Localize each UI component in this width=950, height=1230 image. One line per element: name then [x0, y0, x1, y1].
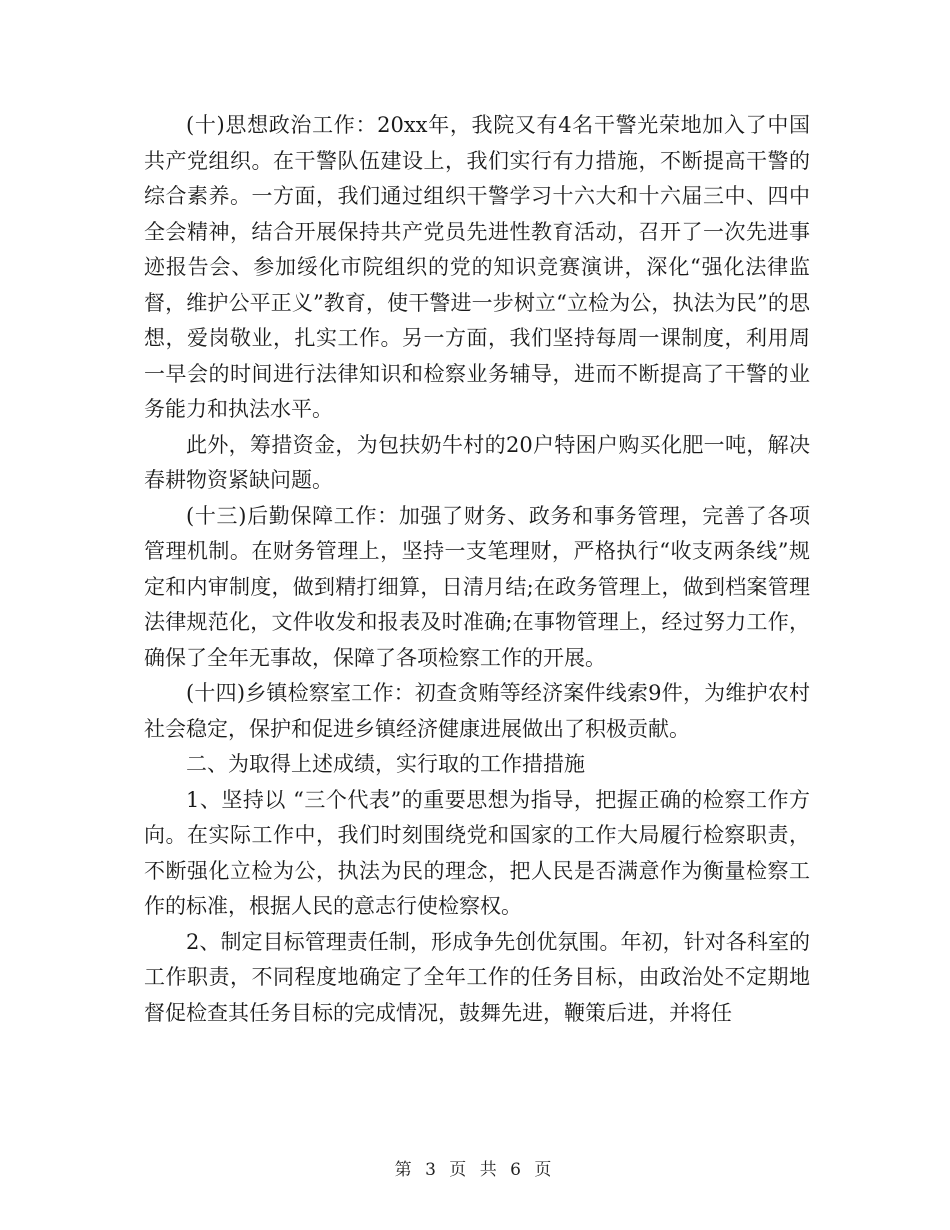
document-body	[144, 108, 810, 1031]
paragraph-township-office: (十四)乡镇检察室工作：初查贪贿等经济案件线索9件，为维护农村社会稳定，保护和促进乡镇经济健康进展做出了积极贡献。	[144, 681, 810, 741]
paragraph-poverty-aid: 此外，筹措资金，为包扶奶牛村的20户特困户购买化肥一吨，解决春耕物资紧缺问题。	[144, 432, 810, 492]
page-footer: 第 3 页 共 6 页	[394, 1160, 556, 1180]
section-heading-measures: 二、为取得上述成绩，实行取的工作措措施	[186, 752, 585, 776]
paragraph-measure-2: 2、制定目标管理责任制，形成争先创优氛围。年初，针对各科室的工作职责，不同程度地确定了全年工作的任务目标，由政治处不定期地督促检查其任务目标的完成情况，鼓舞先进，鞭策后进，并将任	[144, 929, 810, 1025]
paragraph-political-work: (十)思想政治工作：20xx年，我院又有4名干警光荣地加入了中国共产党组织。在干警队伍建设上，我们实行有力措施，不断提高干警的综合素养。一方面，我们通过组织干警学习十六大和十六届三中、四中全会精神，结合开展保持共产党员先进性教育活动，召开了一次先进事迹报告会、参加绥化市院组织的党的知识竞赛演讲，深化“强化法律监督，维护公平正义”教育，使干警进一步树立“立检为公，执法为民”的思想，爱岗敬业，扎实工作。另一方面，我们坚持每周一课制度，利用周一早会的时间进行法律知识和检察业务辅导，进而不断提高了干警的业务能力和执法水平。	[144, 113, 810, 421]
paragraph-logistics: (十三)后勤保障工作：加强了财务、政务和事务管理，完善了各项管理机制。在财务管理上，坚持一支笔理财，严格执行“收支两条线”规定和内审制度，做到精打细算，日清月结;在政务管理上，做到档案管理法律规范化，文件收发和报表及时准确;在事物管理上，经过努力工作，确保了全年无事故，保障了各项检察工作的开展。	[144, 503, 810, 670]
paragraph-measure-1: 1、坚持以 “三个代表”的重要思想为指导，把握正确的检察工作方向。在实际工作中，我们时刻围绕党和国家的工作大局履行检察职责，不断强化立检为公，执法为民的理念，把人民是否满意作为衡量检察工作的标准，根据人民的意志行使检察权。	[144, 787, 810, 918]
